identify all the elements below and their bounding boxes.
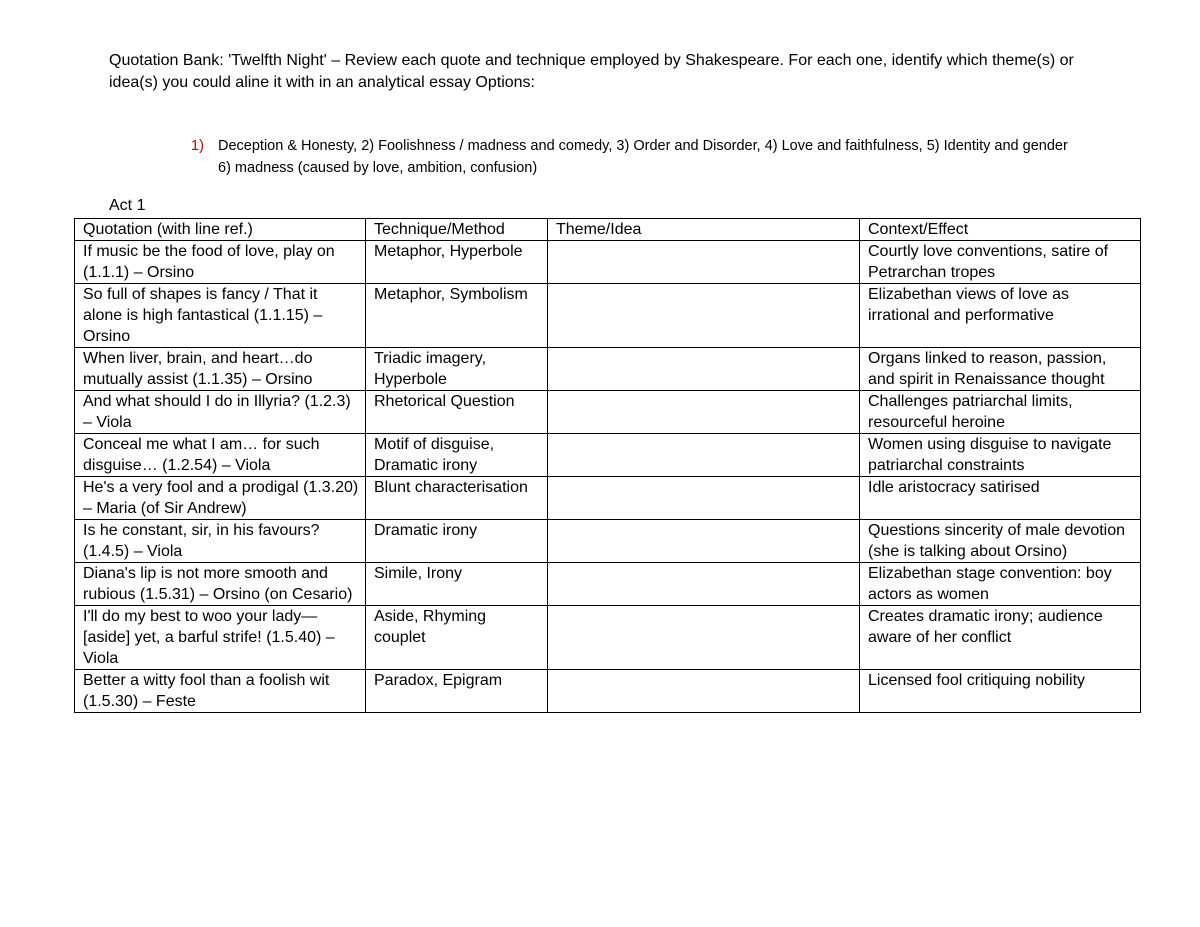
header-technique: Technique/Method <box>366 219 548 241</box>
header-quotation: Quotation (with line ref.) <box>75 219 366 241</box>
table-row <box>75 606 1141 670</box>
theme-cell[interactable] <box>548 520 860 563</box>
theme-cell[interactable] <box>548 241 860 284</box>
theme-cell[interactable] <box>548 477 860 520</box>
technique-cell: Paradox, Epigram <box>366 670 548 713</box>
table-row <box>75 434 1141 477</box>
context-cell: Challenges patriarchal limits, resourceful heroine <box>860 391 1141 434</box>
table-row <box>75 477 1141 520</box>
theme-options-list <box>191 135 1081 179</box>
intro-paragraph: Quotation Bank: 'Twelfth Night' – Review each quote and technique employed by Shakespeare. For each one, identify which theme(s) or idea(s) you could aline it with in an analytical essay Options: <box>109 52 1074 91</box>
table-row <box>75 563 1141 606</box>
header-context: Context/Effect <box>860 219 1141 241</box>
quotation-cell: Diana's lip is not more smooth and rubious (1.5.31) – Orsino (on Cesario) <box>75 563 366 606</box>
theme-cell[interactable] <box>548 670 860 713</box>
technique-cell: Simile, Irony <box>366 563 548 606</box>
theme-cell[interactable] <box>548 563 860 606</box>
quotation-cell: Better a witty fool than a foolish wit (1.5.30) – Feste <box>75 670 366 713</box>
context-cell: Idle aristocracy satirised <box>860 477 1141 520</box>
table-header-row <box>75 219 1141 241</box>
quotation-table <box>74 218 1141 713</box>
table-row <box>75 284 1141 348</box>
quotation-cell: Is he constant, sir, in his favours? (1.4.5) – Viola <box>75 520 366 563</box>
context-cell: Licensed fool critiquing nobility <box>860 670 1141 713</box>
table-row <box>75 241 1141 284</box>
quotation-cell: And what should I do in Illyria? (1.2.3) – Viola <box>75 391 366 434</box>
theme-cell[interactable] <box>548 434 860 477</box>
technique-cell: Triadic imagery, Hyperbole <box>366 348 548 391</box>
technique-cell: Blunt characterisation <box>366 477 548 520</box>
theme-cell[interactable] <box>548 391 860 434</box>
technique-cell: Motif of disguise, Dramatic irony <box>366 434 548 477</box>
context-cell: Elizabethan views of love as irrational and performative <box>860 284 1141 348</box>
technique-cell: Metaphor, Symbolism <box>366 284 548 348</box>
technique-cell: Dramatic irony <box>366 520 548 563</box>
context-cell: Organs linked to reason, passion, and spirit in Renaissance thought <box>860 348 1141 391</box>
table-row <box>75 670 1141 713</box>
options-text: Deception & Honesty, 2) Foolishness / madness and comedy, 3) Order and Disorder, 4) Love and faithfulness, 5) Identity and gender 6) madness (caused by love, ambition, confusion) <box>218 138 1068 176</box>
quotation-cell: If music be the food of love, play on (1.1.1) – Orsino <box>75 241 366 284</box>
quotation-cell: When liver, brain, and heart…do mutually assist (1.1.35) – Orsino <box>75 348 366 391</box>
context-cell: Questions sincerity of male devotion (she is talking about Orsino) <box>860 520 1141 563</box>
context-cell: Women using disguise to navigate patriarchal constraints <box>860 434 1141 477</box>
quotation-cell: So full of shapes is fancy / That it alone is high fantastical (1.1.15) – Orsino <box>75 284 366 348</box>
header-theme: Theme/Idea <box>548 219 860 241</box>
table-row <box>75 348 1141 391</box>
quotation-cell: He's a very fool and a prodigal (1.3.20) – Maria (of Sir Andrew) <box>75 477 366 520</box>
options-number: 1) <box>191 138 204 154</box>
act-heading: Act 1 <box>109 197 146 214</box>
quotation-cell: Conceal me what I am… for such disguise… (1.2.54) – Viola <box>75 434 366 477</box>
theme-cell[interactable] <box>548 284 860 348</box>
theme-cell[interactable] <box>548 348 860 391</box>
quotation-cell: I'll do my best to woo your lady—[aside] yet, a barful strife! (1.5.40) – Viola <box>75 606 366 670</box>
theme-cell[interactable] <box>548 606 860 670</box>
context-cell: Creates dramatic irony; audience aware of her conflict <box>860 606 1141 670</box>
table-row <box>75 520 1141 563</box>
context-cell: Courtly love conventions, satire of Petrarchan tropes <box>860 241 1141 284</box>
technique-cell: Metaphor, Hyperbole <box>366 241 548 284</box>
technique-cell: Aside, Rhyming couplet <box>366 606 548 670</box>
table-row <box>75 391 1141 434</box>
context-cell: Elizabethan stage convention: boy actors as women <box>860 563 1141 606</box>
technique-cell: Rhetorical Question <box>366 391 548 434</box>
